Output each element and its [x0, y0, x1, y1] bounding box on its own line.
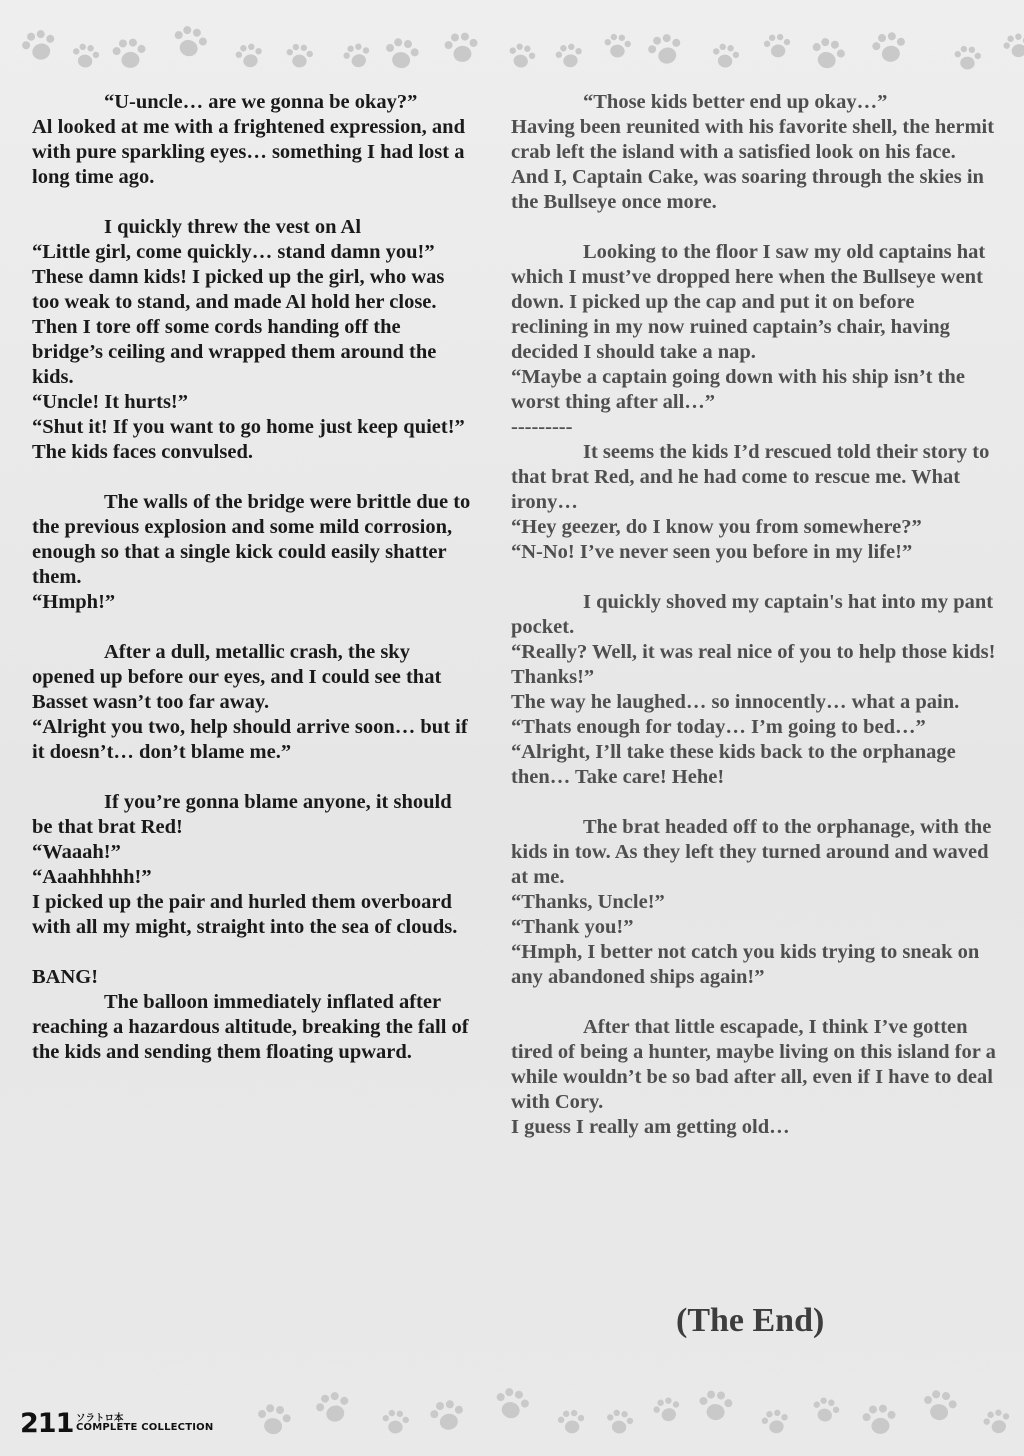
story-paragraph: “Alright you two, help should arrive soon… but if it doesn’t… don’t blame me.” — [32, 716, 473, 763]
paw-print-icon — [253, 1401, 292, 1440]
story-paragraph: “Hmph!” — [32, 591, 116, 613]
story-paragraph: Al looked at me with a frightened expression, and with pure sparkling eyes… something I had lost a long time ago. — [32, 116, 471, 188]
paragraph-gap — [511, 790, 996, 815]
story-paragraph: “Aaahhhhh!” — [32, 866, 152, 888]
story-paragraph: “Alright, I’ll take these kids back to the orphanage then… Take care! Hehe! — [511, 741, 961, 788]
story-paragraph: The way he laughed… so innocently… what a pain. — [511, 691, 960, 713]
story-paragraph: “Thanks, Uncle!” — [511, 891, 665, 913]
paw-print-icon — [427, 1397, 466, 1436]
story-paragraph: I quickly shoved my captain's hat into my pant pocket. — [511, 591, 999, 638]
paragraph-gap — [511, 565, 996, 590]
story-paragraph: Having been reunited with his favorite shell, the hermit crab left the island with a satisfied look on his face. — [511, 116, 1000, 163]
paw-print-icon — [490, 1384, 532, 1426]
story-paragraph: “Little girl, come quickly… stand damn you!” — [32, 241, 435, 263]
paragraph-gap — [511, 215, 996, 240]
paw-print-icon — [111, 37, 148, 74]
paw-print-icon — [168, 22, 210, 64]
story-paragraph: After a dull, metallic crash, the sky opened up before our eyes, and I could see that Basset wasn’t too far away. — [32, 641, 447, 713]
footer-collection-label: COMPLETE COLLECTION — [76, 1422, 214, 1433]
story-paragraph: I quickly threw the vest on Al — [104, 216, 362, 238]
story-paragraph: After that little escapade, I think I’ve gotten tired of being a hunter, maybe living on this island for a while wouldn’t be so bad after all, even if I have to deal with Cory. — [511, 1016, 1001, 1113]
paragraph-gap — [32, 465, 472, 490]
story-paragraph: --------- — [511, 416, 573, 438]
paw-print-icon — [1000, 30, 1024, 63]
paw-print-icon — [861, 1403, 898, 1440]
paragraph-gap — [32, 615, 472, 640]
story-paragraph: “U-uncle… are we gonna be okay?” — [104, 91, 418, 113]
paw-print-icon — [553, 41, 585, 73]
paw-print-icon — [762, 32, 791, 61]
story-paragraph: “Hmph, I better not catch you kids trying to sneak on any abandoned ships again!” — [511, 941, 985, 988]
story-paragraph: And I, Captain Cake, was soaring through the skies in the Bullseye once more. — [511, 166, 990, 213]
paw-print-icon — [603, 1407, 635, 1439]
paw-print-icon — [556, 1408, 585, 1437]
story-paragraph: “Really? Well, it was real nice of you to help those kids! Thanks!” — [511, 641, 1001, 688]
paw-print-icon — [69, 41, 101, 73]
story-paragraph: “Waaah!” — [32, 841, 121, 863]
paw-print-icon — [18, 26, 60, 68]
paragraph-gap — [32, 190, 472, 215]
paw-print-icon — [380, 1408, 409, 1437]
story-paragraph: “Uncle! It hurts!” — [32, 391, 189, 413]
story-paragraph: “Hey geezer, do I know you from somewhere?” — [511, 516, 922, 538]
paw-decoration-bottom — [0, 1384, 1024, 1454]
paw-print-icon — [443, 31, 480, 68]
story-paragraph: “Thank you!” — [511, 916, 634, 938]
story-paragraph: I picked up the pair and hurled them overboard with all my might, straight into the sea of clouds. — [32, 891, 458, 938]
left-text-column — [32, 90, 476, 1065]
story-paragraph: These damn kids! I picked up the girl, who was too weak to stand, and made Al hold her close. Then I tore off some cords handing off the bridge’s ceiling and wrapped them around the kids. — [32, 266, 450, 388]
page-number: 211 — [20, 1408, 74, 1439]
story-paragraph: It seems the kids I’d rescued told their story to that brat Red, and he had come to rescue me. What irony… — [511, 441, 995, 513]
paw-print-icon — [284, 42, 313, 71]
paw-print-icon — [644, 30, 686, 72]
paw-print-icon — [759, 1407, 791, 1439]
paw-print-icon — [919, 1387, 958, 1426]
paw-print-icon — [340, 40, 373, 73]
story-paragraph: “Those kids better end up okay…” — [583, 91, 888, 113]
paw-print-icon — [602, 32, 631, 61]
story-paragraph: I guess I really am getting old… — [511, 1116, 790, 1138]
paw-print-icon — [869, 29, 908, 68]
story-paragraph: The walls of the bridge were brittle due to the previous explosion and some mild corrosion, enough so that a single kick could easily shatter them. — [32, 491, 476, 588]
paw-print-icon — [650, 1394, 683, 1427]
paw-print-icon — [952, 44, 981, 73]
paw-print-icon — [312, 1388, 354, 1430]
paw-print-icon — [233, 41, 265, 73]
story-paragraph: Looking to the floor I saw my old captains hat which I must’ve dropped here when the Bullseye went down. I picked up the cap and put it on before reclining in my now ruined captain’s chair, having decided I should take a nap. — [511, 241, 991, 363]
paw-print-icon — [709, 41, 741, 73]
paw-decoration-top — [0, 18, 1024, 88]
story-paragraph: “Shut it! If you want to go home just keep quiet!” — [32, 416, 465, 438]
story-paragraph: “Thats enough for today… I’m going to bed…” — [511, 716, 926, 738]
story-paragraph: BANG! — [32, 966, 99, 988]
paw-print-icon — [381, 35, 420, 74]
paragraph-gap — [32, 765, 472, 790]
the-end-heading: (The End) — [676, 1302, 825, 1339]
paragraph-gap — [32, 940, 472, 965]
story-paragraph: “N-No! I’ve never seen you before in my life!” — [511, 541, 913, 563]
story-paragraph: The balloon immediately inflated after reaching a hazardous altitude, breaking the fall of the kids and sending them floating upward. — [32, 991, 474, 1063]
right-text-column — [511, 90, 1001, 1140]
story-paragraph: The brat headed off to the orphanage, with the kids in tow. As they left they turned around and waved at me. — [511, 816, 997, 888]
paw-print-icon — [504, 40, 537, 73]
paragraph-gap — [511, 990, 996, 1015]
paw-print-icon — [697, 1389, 734, 1426]
footer-book-title: ソラトロ本 — [76, 1413, 124, 1424]
paw-print-icon — [808, 1394, 841, 1427]
story-paragraph: The kids faces convulsed. — [32, 441, 253, 463]
paw-print-icon — [806, 34, 848, 76]
story-paragraph: If you’re gonna blame anyone, it should be that brat Red! — [32, 791, 457, 838]
story-paragraph: “Maybe a captain going down with his ship isn’t the worst thing after all…” — [511, 366, 971, 413]
paw-print-icon — [980, 1406, 1013, 1439]
